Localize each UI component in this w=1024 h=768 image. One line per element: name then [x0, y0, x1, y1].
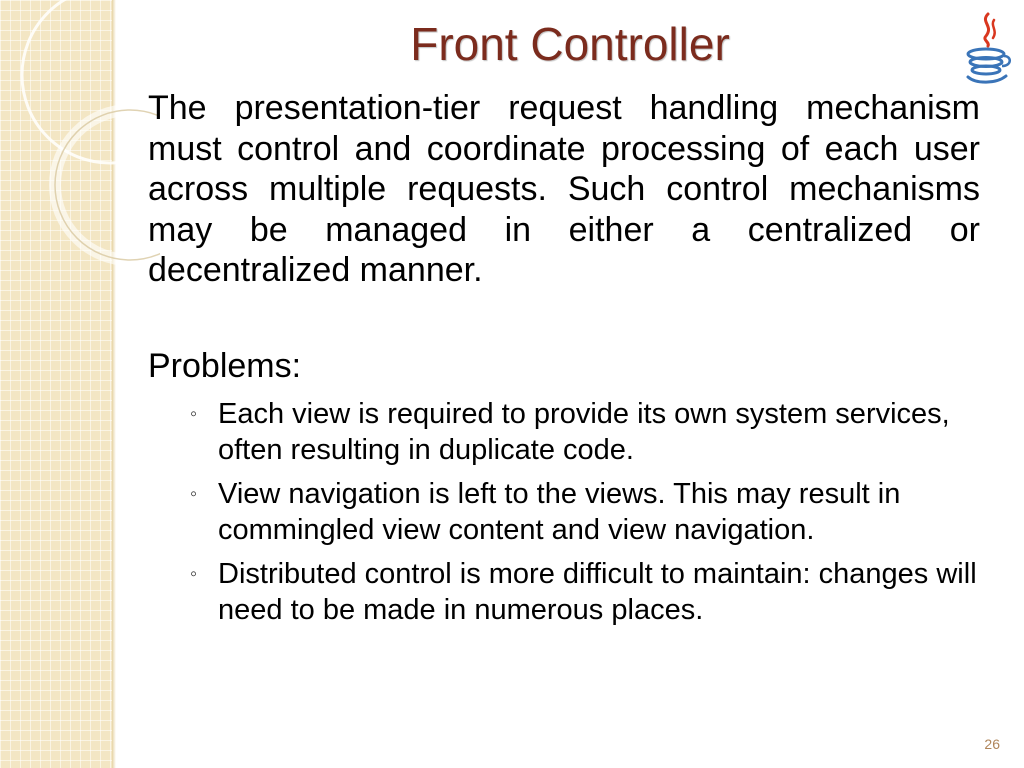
problems-heading: Problems:: [148, 347, 302, 385]
bullet-circle-icon: ◦: [190, 403, 198, 425]
intro-paragraph: The presentation-tier request handling mechanism must control and coordinate processing of each user across multiple requests. Such control mechanisms may be managed in either a centralized or decentralized manner.: [148, 89, 980, 289]
bullet-text: View navigation is left to the views. This may result in commingled view content and view navigation.: [218, 478, 901, 546]
decorative-rings: [0, 0, 160, 300]
problems-list: [190, 396, 980, 636]
bullet-text: Each view is required to provide its own system services, often resulting in duplicate code.: [218, 398, 950, 466]
list-item: [190, 476, 980, 548]
page-number: 26: [984, 736, 1000, 752]
java-cup-icon: [960, 10, 1012, 84]
bullet-circle-icon: ◦: [190, 563, 198, 585]
list-item: [190, 396, 980, 468]
bullet-text: Distributed control is more difficult to maintain: changes will need to be made in numerous places.: [218, 558, 977, 626]
bullet-circle-icon: ◦: [190, 483, 198, 505]
list-item: [190, 556, 980, 628]
slide-title: Front Controller: [410, 18, 730, 70]
